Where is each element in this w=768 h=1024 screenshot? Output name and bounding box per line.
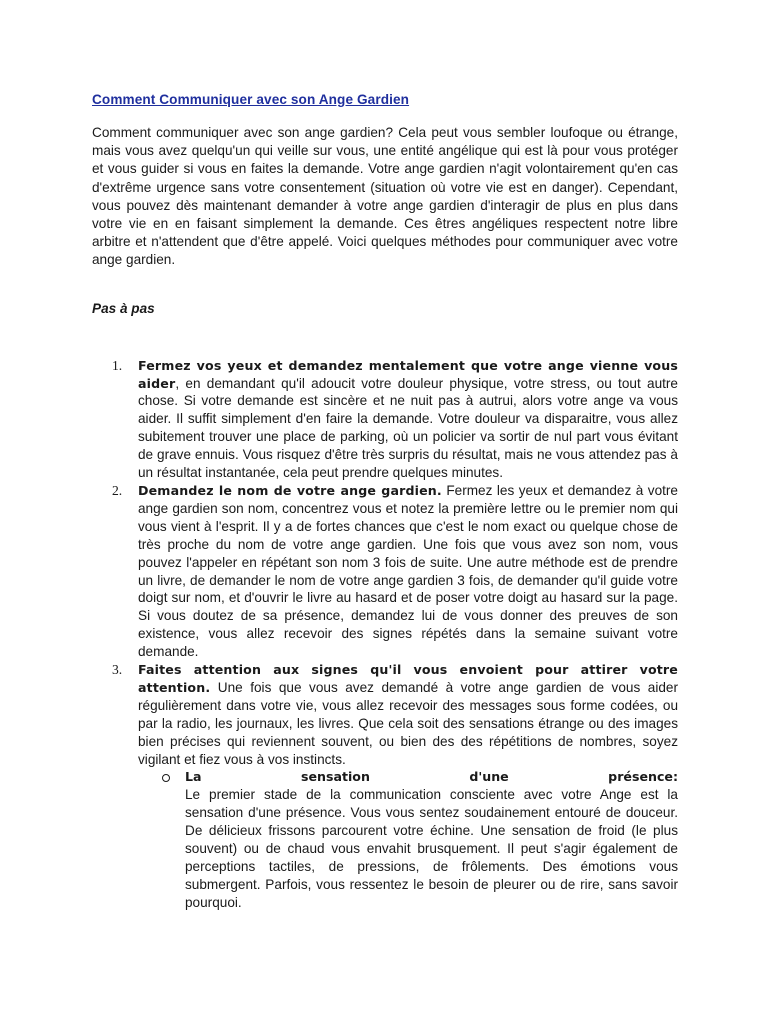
sub-item-body: Le premier stade de la communication consciente avec votre Ange est la sensation d'une présence. Vous vous sentez soudainement entouré de douceur. De délicieux frissons parcourent votre échine. Une sensation de froid (le plus souvent) ou de chaud vous envahit brusquement. Il peut s'agir également de perceptions tactiles, de pressions, de frôlements. Des émotions vous submergent. Parfois, vous ressentez le besoin de pleurer ou de rire, sans savoir pourquoi. <box>185 787 678 910</box>
step-lead: Faites attention aux signes qu'il vous envoient pour attirer votre attention. <box>138 662 678 695</box>
step-item <box>92 661 678 912</box>
step-body: , en demandant qu'il adoucit votre douleur physique, votre stress, ou tout autre chose. Si votre demande est sincère et ne nuit pas à autrui, alors votre ange va vous aider. Il suffit simplement d'en faire la demande. Votre douleur va disparaitre, vous allez subitement trouver une place de parking, où un policier va sortir de nul part vous évitant de grave ennuis. Vous risquez d'être très surpris du résultat, mais ne vous attendez pas à un résultat instantanée, cela peut prendre quelques minutes. <box>138 375 678 481</box>
step-number: 2. <box>112 482 123 498</box>
sub-list <box>138 768 678 911</box>
steps-list <box>92 357 678 912</box>
intro-paragraph: Comment communiquer avec son ange gardien? Cela peut vous sembler loufoque ou étrange, mais vous avez quelqu'un qui veille sur vous, une entité angélique qui est là pour vous protéger et vous guider si vous en faites la demande. Votre ange gardien n'agit volontairement qu'en cas d'extrême urgence sans votre consentement (situation où votre vie est en danger). Cependant, vous pouvez dès maintenant demander à votre ange gardien d'interagir de plus en plus dans votre vie en en faisant simplement la demande. Ces êtres angéliques respectent notre libre arbitre et n'attendent que d'être appelé. Voici quelques méthodes pour communiquer avec votre ange gardien. <box>92 125 678 268</box>
step-lead: Demandez le nom de votre ange gardien. <box>138 482 442 498</box>
sub-item-title: La sensation d'une présence: <box>185 769 678 785</box>
step-item <box>92 482 678 661</box>
sub-list-item <box>138 768 678 911</box>
step-lead: Fermez vos yeux et demandez mentalement que votre ange vienne vous aider <box>138 357 678 391</box>
step-number: 3. <box>112 662 123 678</box>
step-item <box>92 357 678 482</box>
step-number: 1. <box>112 357 123 373</box>
step-body: Fermez les yeux et demandez à votre ange gardien son nom, concentrez vous et notez la première lettre ou le premier nom qui vous vient à l'esprit. Il y a de fortes chances que c'est le nom exact ou quelque chose de très proche du nom de votre ange gardien. Une fois que vous avez son nom, vous pouvez l'appeler en répétant son nom 3 fois de suite. Une autre méthode est de prendre un livre, de demander le nom de votre ange gardien 3 fois, de demander qu'il guide votre doigt sur nom, et d'ouvrir le livre au hasard et de poser votre doigt au hasard sur la page. Si vous doutez de sa présence, demandez lui de vous donner des preuves de son existence, vous allez recevoir des signes répétés dans la semaine suivant votre demande. <box>138 482 678 660</box>
document-page <box>92 92 678 912</box>
circle-bullet-icon <box>162 774 170 782</box>
section-heading: Pas à pas <box>92 300 155 316</box>
step-body: Une fois que vous avez demandé à votre ange gardien de vous aider régulièrement dans votre vie, vous allez recevoir des messages sous forme codées, ou par la radio, les journaux, les livres. Que cela soit des sensations étrange ou des images bien précises qui reviennent souvent, ou bien des des répétitions de nombres, soyez vigilant et fiez vous à vos instincts. <box>138 679 678 767</box>
document-title-link[interactable]: Comment Communiquer avec son Ange Gardien <box>92 92 410 107</box>
